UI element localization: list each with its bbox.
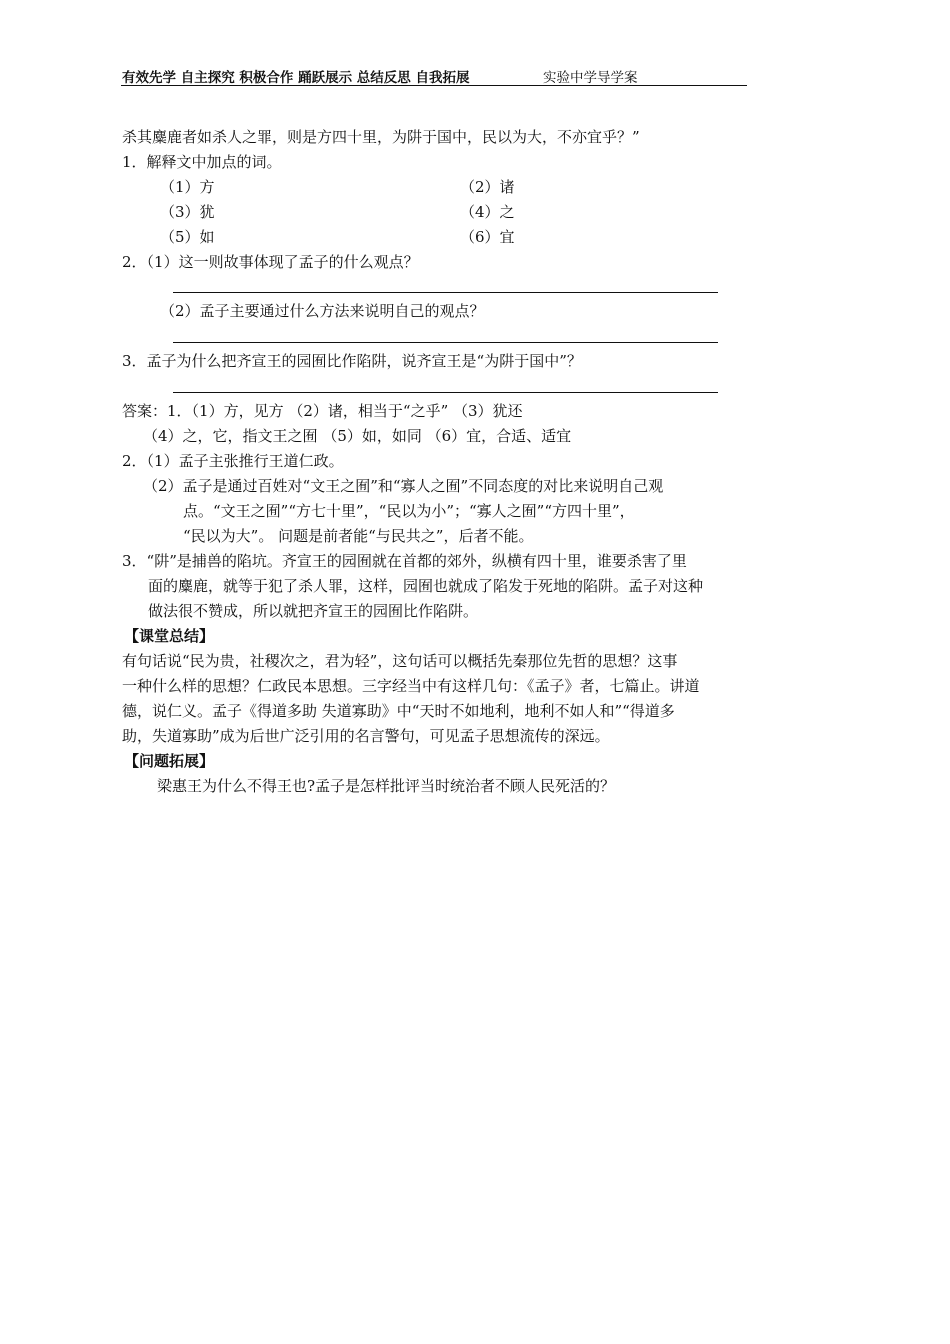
word-item-1: （1）方 [160, 178, 215, 196]
word-item-3: （3）犹 [160, 203, 215, 221]
answer-line [173, 342, 718, 343]
passage-line: 杀其麋鹿者如杀人之罪，则是方四十里，为阱于国中，民以为大，不亦宜乎？” [122, 128, 640, 146]
word-item-4: （4）之 [460, 203, 515, 221]
question-2-part-1: 2．（1）这一则故事体现了孟子的什么观点？ [122, 253, 419, 271]
word-item-2: （2）诸 [460, 178, 515, 196]
answer-3: 面的麋鹿，就等于犯了杀人罪，这样，园囿也就成了陷发于死地的陷阱。孟子对这种 [148, 577, 704, 595]
section-title-extension: 【问题拓展】 [124, 752, 215, 770]
summary-text: 有句话说“民为贵，社稷次之，君为轻”，这句话可以概括先秦那位先哲的思想？这事 [122, 652, 678, 670]
summary-text: 德，说仁义。孟子《得道多助 失道寡助》中“天时不如地利，地利不如人和”“得道多 [122, 702, 675, 720]
answer-3: 3．“阱”是捕兽的陷坑。齐宣王的园囿就在首都的郊外，纵横有四十里，谁要杀害了里 [122, 552, 687, 570]
extension-question: 梁惠王为什么不得王也?孟子是怎样批评当时统治者不顾人民死活的？ [157, 777, 616, 795]
answer-2-part-2: 点。“文王之囿”“方七十里”，“民以为小”；“寡人之囿”“方四十里”， [183, 502, 635, 520]
word-item-5: （5）如 [160, 228, 215, 246]
header-slogan: 有效先学 自主探究 积极合作 踊跃展示 总结反思 自我拓展 [122, 70, 470, 86]
question-2-part-2: （2）孟子主要通过什么方法来说明自己的观点？ [160, 302, 485, 320]
question-1: 1．解释文中加点的词。 [122, 153, 282, 171]
answer-line [173, 292, 718, 293]
answer-3: 做法很不赞成，所以就把齐宣王的园囿比作陷阱。 [148, 602, 479, 620]
summary-text: 一种什么样的思想？仁政民本思想。三字经当中有这样几句：《孟子》者，七篇止。讲道 [122, 677, 700, 695]
answer-2-part-1: 2．（1）孟子主张推行王道仁政。 [122, 452, 344, 470]
answer-1-continued: （4）之，它，指文王之囿 （5）如，如同 （6）宜，合适、适宜 [143, 427, 572, 445]
answer-1: 答案：1．（1）方，见方 （2）诸，相当于“之乎” （3）犹还 [122, 402, 523, 420]
summary-text: 助，失道寡助”成为后世广泛引用的名言警句，可见孟子思想流传的深远。 [122, 727, 610, 745]
answer-line [173, 392, 718, 393]
answer-2-part-2: “民以为大”。 问题是前者能“与民共之”，后者不能。 [183, 527, 534, 545]
header-school-title: 实验中学导学案 [543, 70, 638, 86]
question-3: 3．孟子为什么把齐宣王的园囿比作陷阱，说齐宣王是“为阱于国中”？ [122, 352, 582, 370]
answer-2-part-2: （2）孟子是通过百姓对“文王之囿”和“寡人之囿”不同态度的对比来说明自己观 [143, 477, 664, 495]
word-item-6: （6）宜 [460, 228, 515, 246]
header-divider [121, 85, 747, 86]
section-title-summary: 【课堂总结】 [124, 627, 215, 645]
